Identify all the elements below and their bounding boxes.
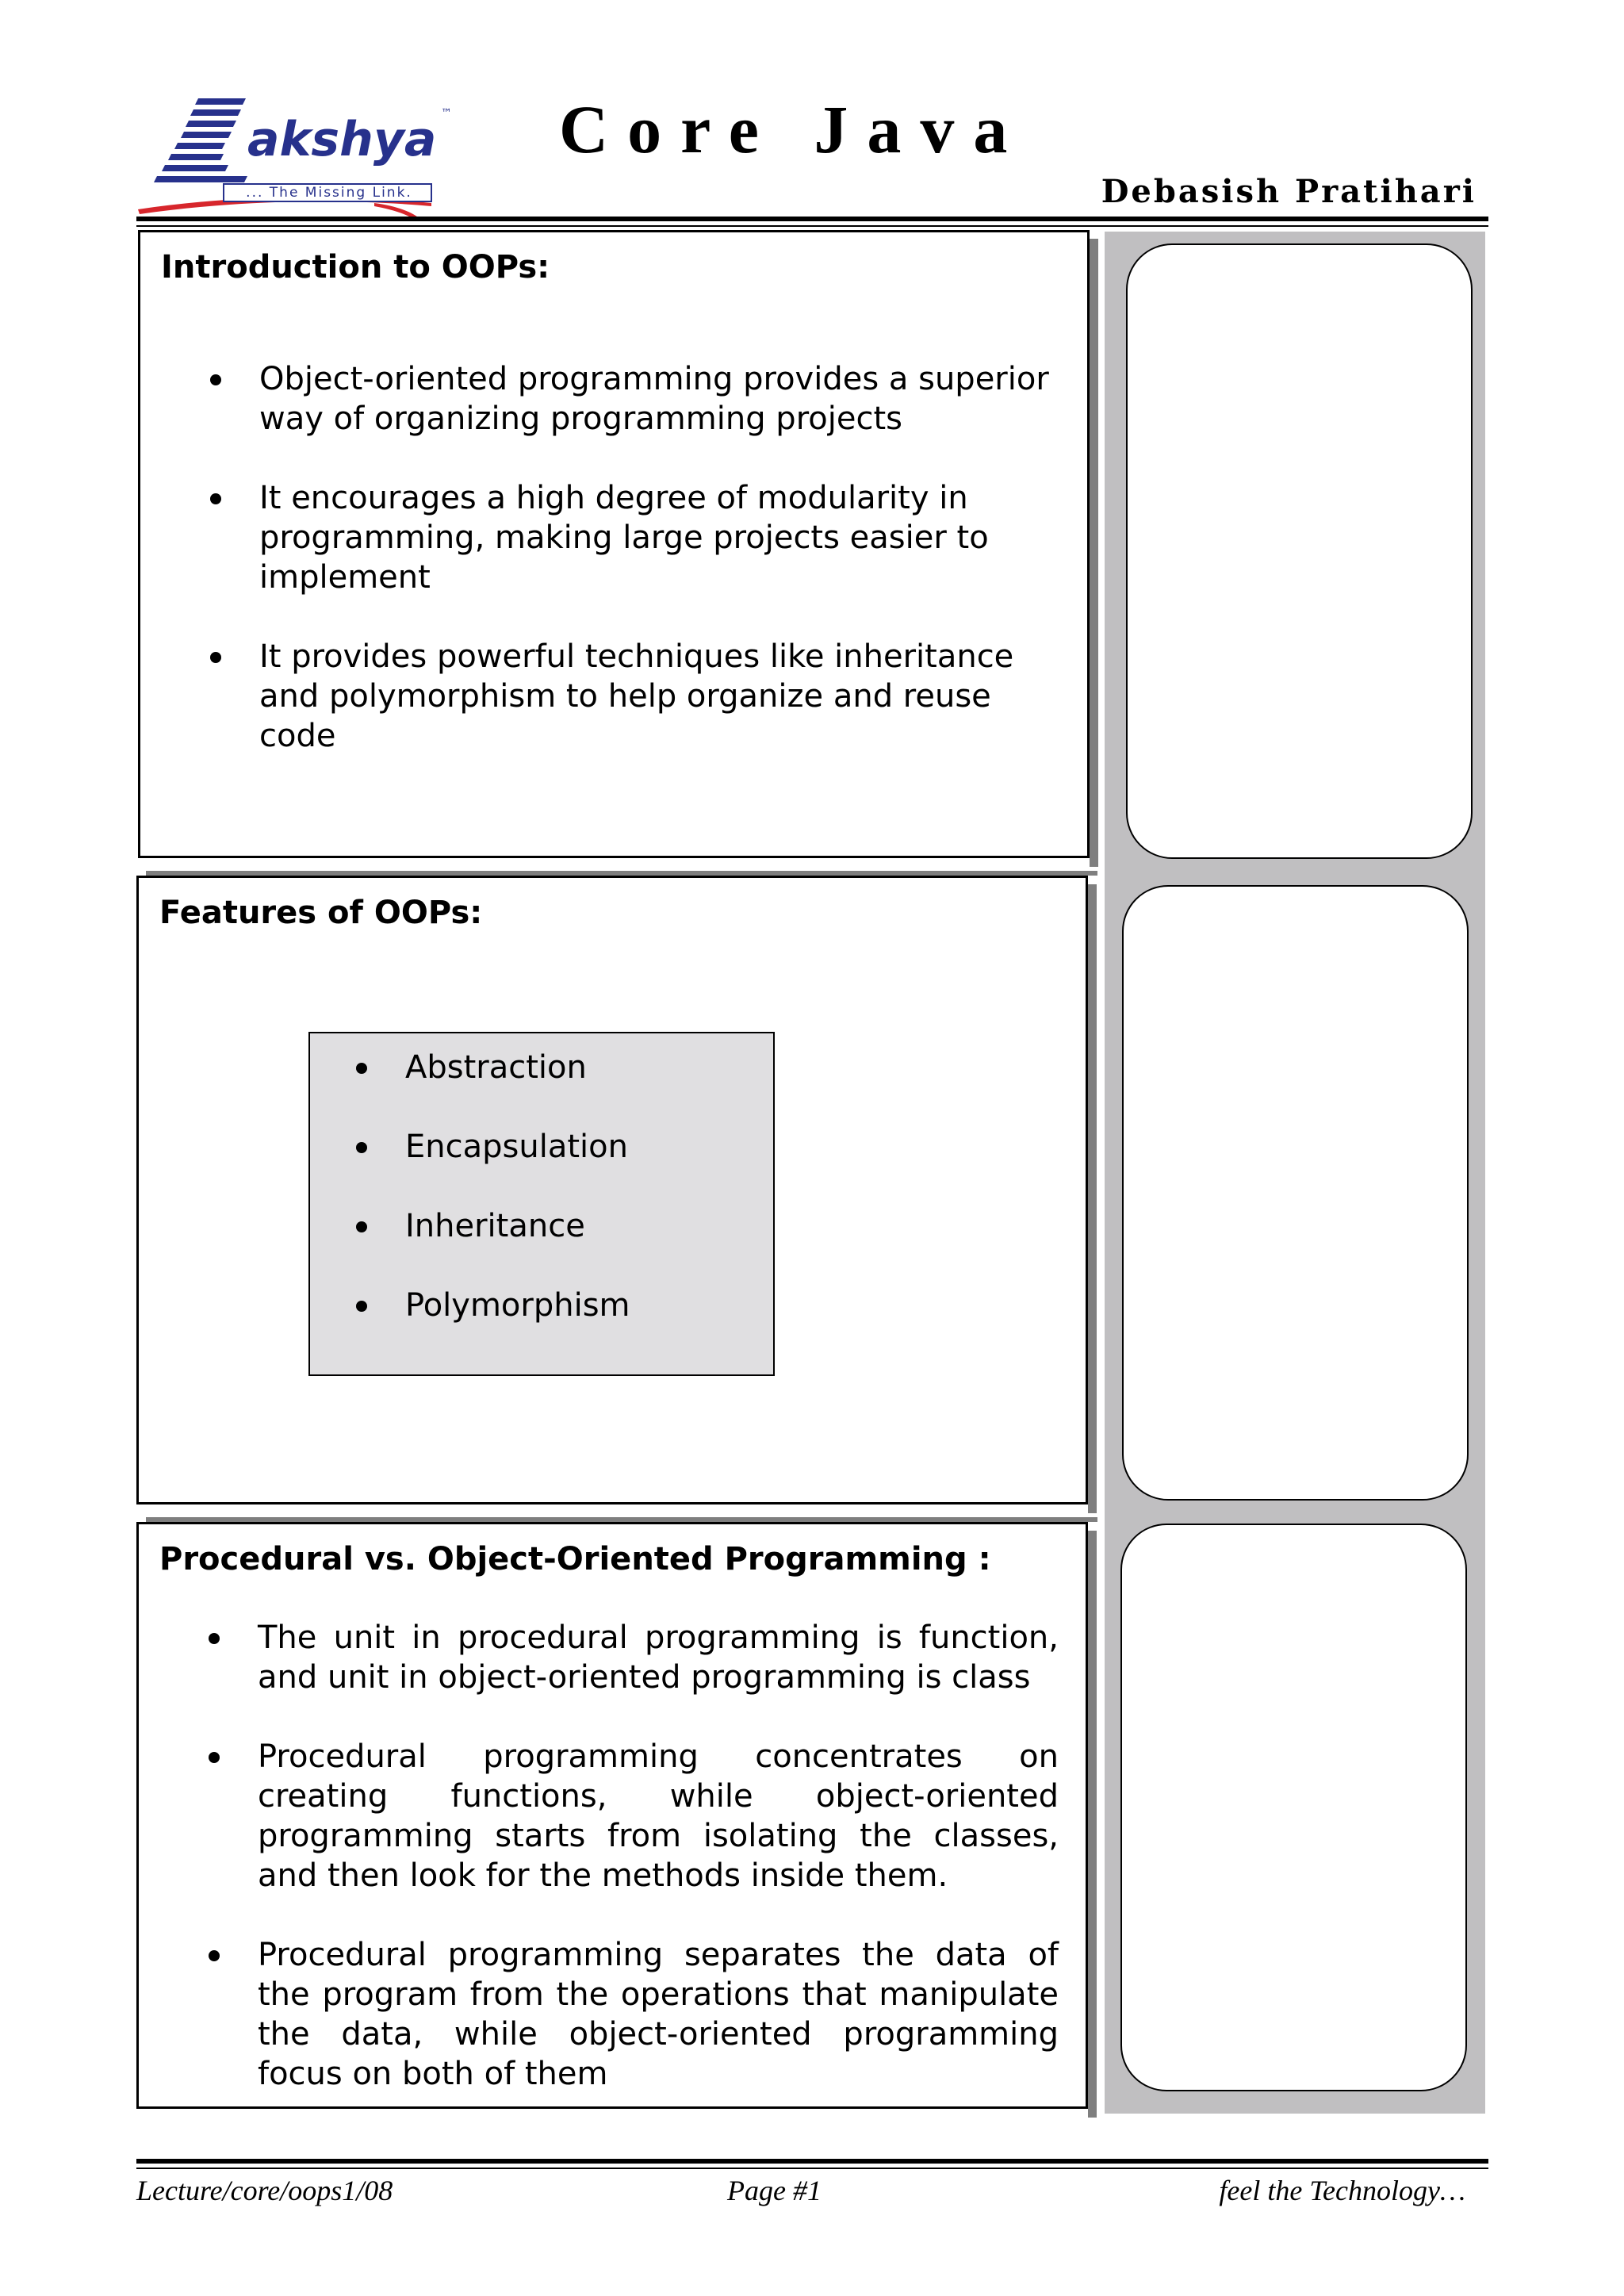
author-name: Debasish Pratihari — [1101, 173, 1477, 210]
footer-page-number: Page #1 — [727, 2175, 822, 2206]
logo-wordmark: akshya — [247, 112, 437, 167]
bullet-icon — [210, 652, 221, 663]
list-item: The unit in procedural programming is function, and unit in object-oriented programming is class — [258, 1618, 1059, 1697]
document-title: Core Java — [559, 91, 1027, 167]
lakshya-logo — [136, 94, 462, 220]
list-item: Object-oriented programming provides a superior way of organizing programming projects — [259, 359, 1060, 439]
procedural-section — [136, 1522, 1088, 2109]
intro-bullet-list — [259, 359, 1060, 756]
bullet-icon — [356, 1063, 367, 1074]
header-rule-thin — [136, 225, 1488, 227]
procedural-bullet-list — [258, 1618, 1059, 2094]
footer-lecture-code: Lecture/core/oops1/08 — [136, 2175, 393, 2206]
bullet-icon — [356, 1221, 367, 1232]
logo-trademark: ™ — [441, 107, 452, 120]
procedural-heading: Procedural vs. Object-Oriented Programming : — [159, 1541, 991, 1577]
features-list — [405, 1048, 754, 1325]
list-item: Polymorphism — [405, 1286, 754, 1325]
bullet-icon — [209, 1633, 220, 1644]
footer-tagline: feel the Technology… — [1219, 2175, 1465, 2206]
header-rule — [136, 217, 1488, 221]
bullet-icon — [356, 1301, 367, 1312]
footer-rule — [136, 2159, 1488, 2164]
features-heading: Features of OOPs: — [159, 895, 483, 931]
note-box-1 — [1126, 243, 1473, 859]
note-box-3 — [1120, 1524, 1467, 2091]
bullet-icon — [209, 1752, 220, 1763]
list-item: It encourages a high degree of modularity in programming, making large projects easier to implement — [259, 478, 1060, 597]
bullet-icon — [209, 1950, 220, 1961]
bullet-icon — [356, 1142, 367, 1153]
note-box-2 — [1122, 885, 1469, 1501]
notes-sidebar — [1105, 232, 1485, 2114]
intro-section — [138, 230, 1090, 858]
intro-heading: Introduction to OOPs: — [161, 249, 550, 286]
list-item: Abstraction — [405, 1048, 754, 1087]
list-item: Procedural programming concentrates on creating functions, while object-oriented programming starts from isolating the classes, and then look for the methods inside them. — [258, 1737, 1059, 1895]
footer-rule-thin — [136, 2168, 1488, 2169]
bullet-icon — [210, 374, 221, 385]
bullet-icon — [210, 493, 221, 504]
list-item: Procedural programming separates the data of the program from the operations that manipulate the data, while object-oriented programming focus on both of them — [258, 1935, 1059, 2094]
logo-tagline: ... The Missing Link. — [246, 185, 412, 201]
list-item: Encapsulation — [405, 1127, 754, 1167]
list-item: It provides powerful techniques like inheritance and polymorphism to help organize and reuse code — [259, 637, 1060, 756]
features-list-box — [308, 1032, 775, 1376]
list-item: Inheritance — [405, 1206, 754, 1246]
